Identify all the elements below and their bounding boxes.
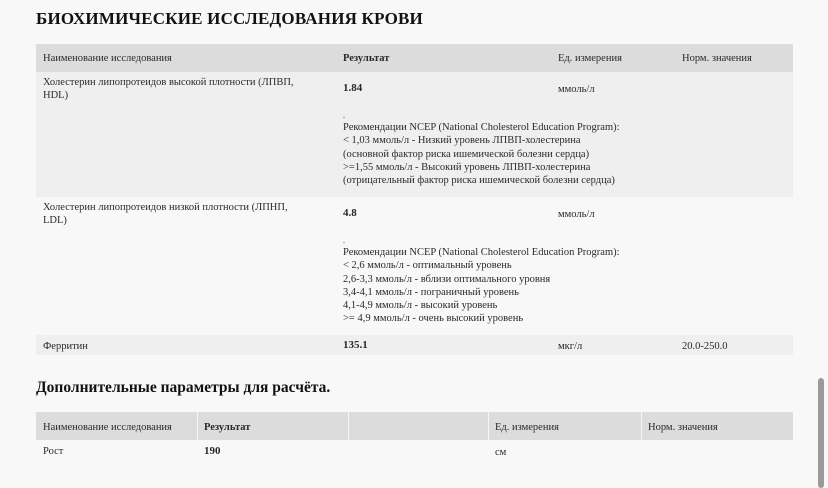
test-name-height: Рост xyxy=(43,446,64,457)
header-result: Результат xyxy=(204,422,251,433)
test-name-ldl-line1: Холестерин липопротеидов низкой плотности (ЛПНП, xyxy=(43,202,288,213)
test-name-ferritin: Ферритин xyxy=(43,341,88,352)
header-result: Результат xyxy=(343,53,390,64)
note-line: Рекомендации NCEP (National Cholesterol Education Program): xyxy=(343,247,620,258)
column-divider xyxy=(488,412,489,440)
unit-height: см xyxy=(495,447,507,458)
note-ldl xyxy=(343,236,620,326)
note-line: . xyxy=(343,111,345,120)
header-name: Наименование исследования xyxy=(43,53,172,64)
header-norm: Норм. значения xyxy=(682,53,752,64)
result-ldl: 4.8 xyxy=(343,207,357,219)
header-name: Наименование исследования xyxy=(43,422,172,433)
note-line: < 2,6 ммоль/л - оптимальный уровень xyxy=(343,260,512,272)
note-line: 4,1-4,9 ммоль/л - высокий уровень xyxy=(343,300,498,312)
column-divider xyxy=(197,412,198,440)
unit-ldl: ммоль/л xyxy=(558,209,595,220)
note-line: 2,6-3,3 ммоль/л - вблизи оптимального уровня xyxy=(343,273,551,285)
header-norm: Норм. значения xyxy=(648,422,718,433)
result-height: 190 xyxy=(204,445,221,457)
column-divider xyxy=(348,412,349,440)
unit-hdl: ммоль/л xyxy=(558,84,595,95)
note-line: . xyxy=(343,236,345,245)
result-hdl: 1.84 xyxy=(343,82,363,94)
note-line: >=1,55 ммоль/л - Высокий уровень ЛПВП-холестерина xyxy=(343,161,591,173)
table-row xyxy=(36,335,793,355)
column-divider xyxy=(641,412,642,440)
note-line: >= 4,9 ммоль/л - очень высокий уровень xyxy=(343,313,524,325)
vertical-scrollbar[interactable] xyxy=(818,378,824,488)
note-line: < 1,03 ммоль/л - Низкий уровень ЛПВП-холестерина xyxy=(343,135,581,147)
test-name-hdl-line2: HDL) xyxy=(43,90,69,101)
test-name-ldl-line2: LDL) xyxy=(43,215,67,226)
note-line: (отрицательный фактор риска ишемической болезни сердца) xyxy=(343,175,615,187)
test-name-hdl-line1: Холестерин липопротеидов высокой плотности (ЛПВП, xyxy=(43,77,294,88)
page-title: БИОХИМИЧЕСКИЕ ИССЛЕДОВАНИЯ КРОВИ xyxy=(36,9,423,28)
header-unit: Ед. измерения xyxy=(558,53,622,64)
section-subtitle: Дополнительные параметры для расчёта. xyxy=(36,379,331,396)
result-ferritin: 135.1 xyxy=(343,339,368,351)
note-line: (основной фактор риска ишемической болезни сердца) xyxy=(343,148,590,160)
unit-ferritin: мкг/л xyxy=(558,341,583,352)
header-unit: Ед. измерения xyxy=(495,422,559,433)
note-line: 3,4-4,1 ммоль/л - пограничный уровень xyxy=(343,286,519,298)
norm-ferritin: 20.0-250.0 xyxy=(682,341,728,352)
note-hdl xyxy=(343,111,620,187)
note-line: Рекомендации NCEP (National Cholesterol Education Program): xyxy=(343,122,620,133)
